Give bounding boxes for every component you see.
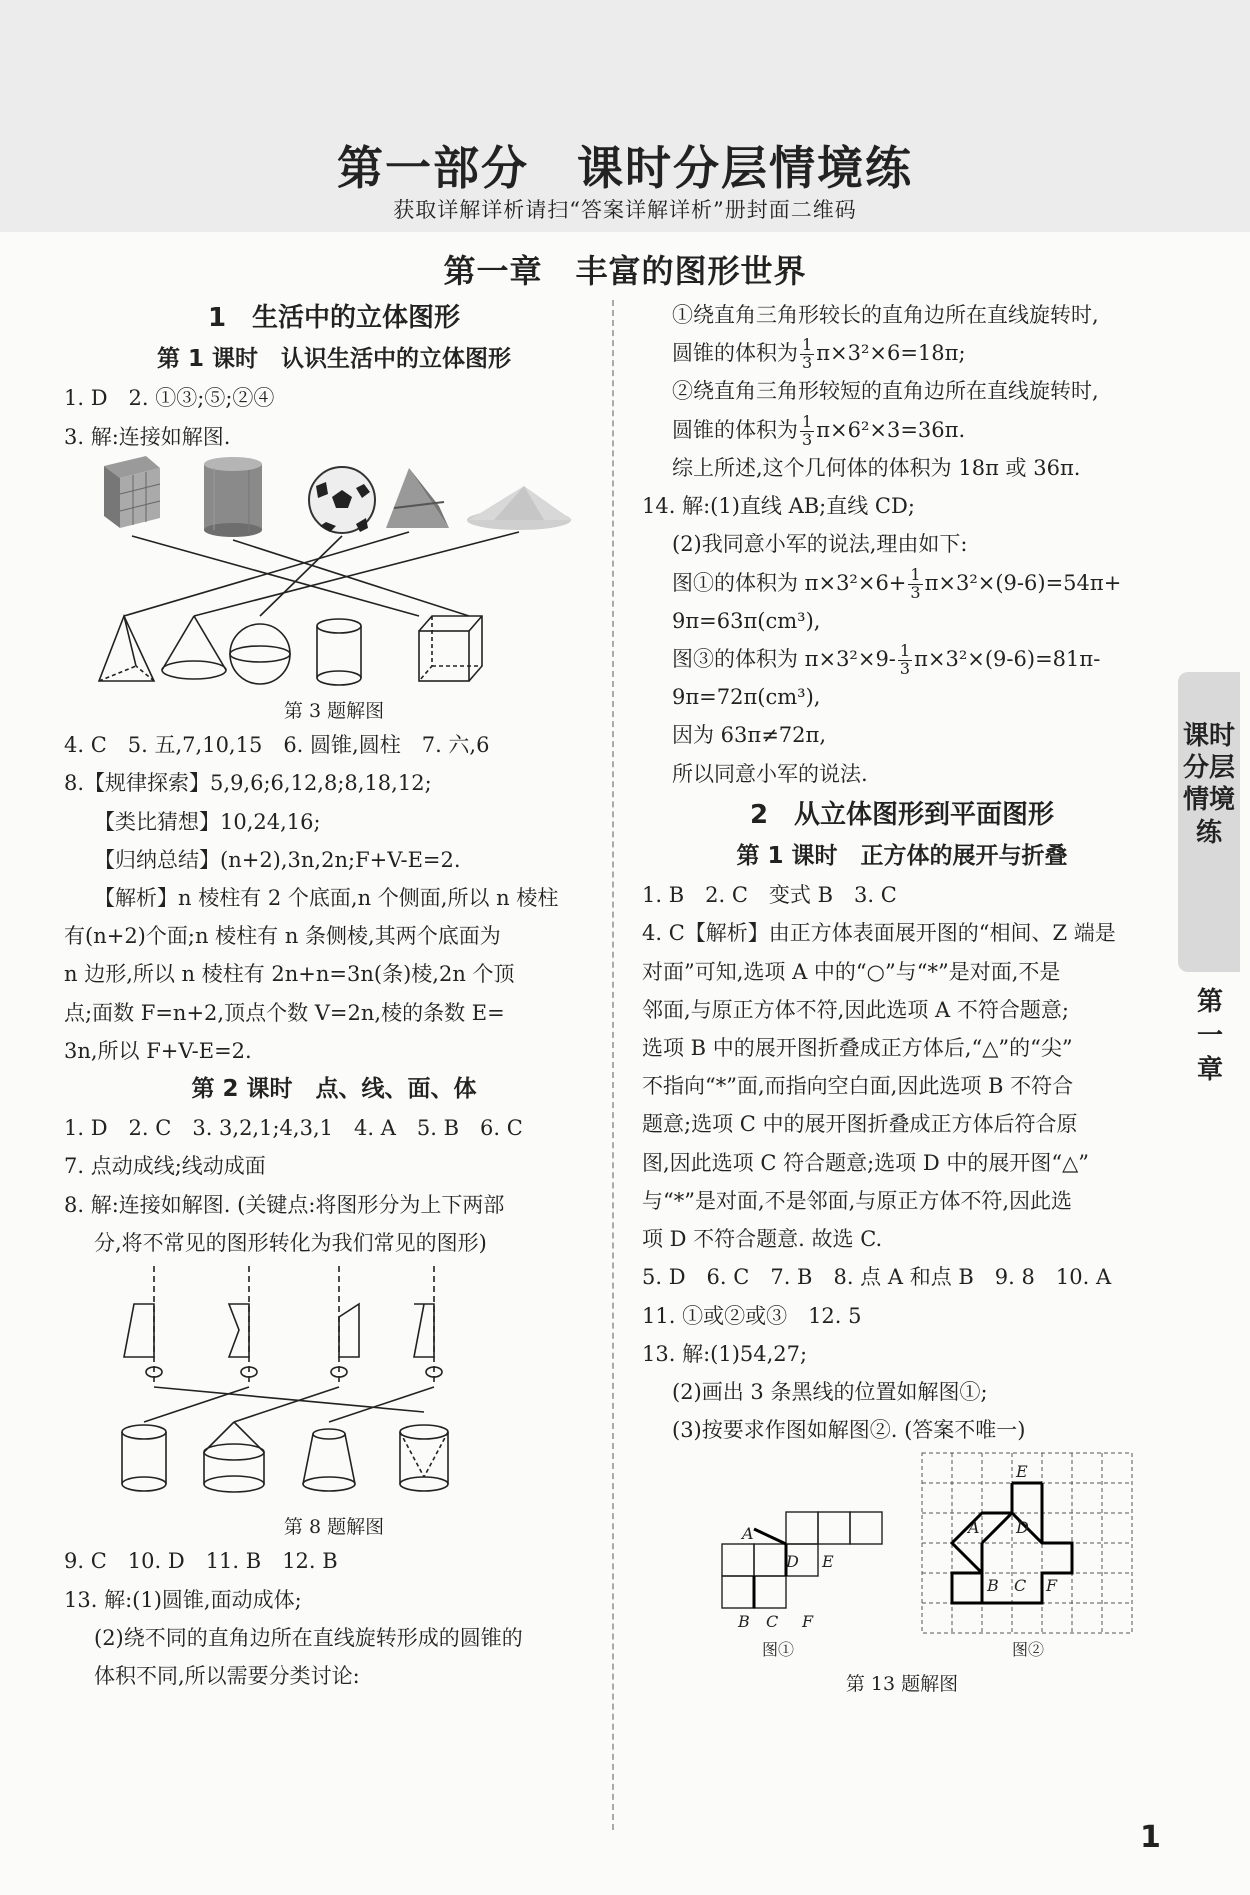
answer-line: 圆锥的体积为 $\frac{1}{3}$ π×3²×6=18π;	[672, 335, 966, 373]
answer-line: ②绕直角三角形较短的直角边所在直线旋转时,	[672, 379, 1099, 404]
soccer-ball-image	[309, 467, 375, 533]
cone-on-cylinder-solid	[204, 1422, 264, 1492]
geometric-solids	[99, 616, 482, 685]
point-label: D	[1016, 1518, 1029, 1538]
cylinder-solid	[122, 1425, 166, 1491]
fig8-rotation-diagram	[64, 1262, 604, 1512]
answer-line: 【归纳总结】(n+2),3n,2n;F+V-E=2.	[94, 847, 461, 872]
answer-line: 题意;选项 C 中的展开图折叠成正方体后符合原	[642, 1112, 1078, 1137]
sphere-solid	[230, 624, 290, 684]
answer-line: (3)按要求作图如解图②. (答案不唯一)	[672, 1418, 1026, 1443]
frustum-solid	[303, 1429, 355, 1491]
point-label: E	[1016, 1462, 1028, 1482]
answer-line: 分,将不常见的图形转化为我们常见的图形)	[94, 1230, 487, 1255]
side-tab: 课时分层情境练	[1178, 672, 1240, 972]
answer-line: 4. C【解析】由正方体表面展开图的“相间、Z 端是	[642, 921, 1116, 946]
rectangle-shape	[414, 1304, 434, 1357]
point-label: C	[766, 1612, 779, 1632]
answer-line: 【解析】n 棱柱有 2 个底面,n 个侧面,所以 n 棱柱	[94, 885, 559, 910]
answer-line: 点;面数 F=n+2,顶点个数 V=2n,棱的条数 E=	[64, 1000, 505, 1025]
trapezoid-shape	[124, 1304, 154, 1357]
point-label: F	[802, 1612, 814, 1632]
answer-line: 8.【规律探索】5,9,6;6,12,8;8,18,12;	[64, 771, 432, 796]
answer-line: 圆锥的体积为 $\frac{1}{3}$ π×6²×3=36π.	[672, 411, 966, 449]
part-subtitle: 获取详解详析请扫“答案详解详析”册封面二维码	[393, 198, 857, 222]
section-title: 2 从立体图形到平面图形	[749, 799, 1055, 830]
answer-line: (2)我同意小军的说法,理由如下:	[672, 532, 968, 557]
side-chapter-label: 第一章	[1196, 987, 1223, 1085]
answer-line: 与“*”是对面,不是邻面,与原正方体不符,因此选	[642, 1188, 1072, 1213]
page-number: 1	[1140, 1820, 1161, 1855]
answer-line: 9π=72π(cm³),	[672, 685, 821, 710]
fig3-matching-diagram	[64, 456, 604, 696]
chapter-title: 第一章 丰富的图形世界	[443, 252, 807, 290]
matching-lines	[124, 532, 519, 616]
figure-label: 图②	[1012, 1640, 1045, 1660]
left-column	[64, 296, 604, 1695]
answer-line: 不指向“*”面,而指向空白面,因此选项 B 不符合	[642, 1074, 1074, 1099]
answer-line: 9. C 10. D 11. B 12. B	[64, 1549, 338, 1574]
point-label: B	[738, 1612, 750, 1632]
point-label: C	[1014, 1576, 1027, 1596]
point-label: A	[742, 1524, 754, 1544]
answer-line: 13. 解:(1)圆锥,面动成体;	[64, 1587, 302, 1612]
fig13-cube-nets	[642, 1449, 1162, 1669]
answer-line: 9π=63π(cm³),	[672, 608, 821, 633]
right-column	[642, 296, 1162, 1700]
figure-caption: 第 3 题解图	[283, 699, 385, 722]
answer-line: 体积不同,所以需要分类讨论:	[94, 1664, 360, 1689]
answer-line: 选项 B 中的展开图折叠成正方体后,“△”的“尖”	[642, 1036, 1073, 1060]
point-label: B	[987, 1576, 999, 1596]
part-title: 第一部分 课时分层情境练	[337, 141, 913, 195]
cylinder-solid	[317, 619, 361, 685]
net-figure-1-thick-lines	[754, 1529, 786, 1608]
powder-mound-image	[467, 486, 572, 530]
cylinder-cone-hollow-solid	[400, 1425, 448, 1491]
answer-line: 图③的体积为 π×3²×9- $\frac{1}{3}$ π×3²×(9-6)=81π-	[672, 641, 1101, 678]
answer-line: 7. 点动成线;线动成面	[64, 1154, 266, 1179]
answer-line: 5. D 6. C 7. B 8. 点 A 和点 B 9. 8 10. A	[642, 1265, 1112, 1290]
answer-line: 综上所述,这个几何体的体积为 18π 或 36π.	[672, 455, 1081, 480]
answer-line: n 边形,所以 n 棱柱有 2n+n=3n(条)棱,2n 个顶	[64, 962, 515, 987]
answer-line: 3n,所以 F+V-E=2.	[64, 1038, 252, 1063]
notched-shape	[229, 1304, 249, 1357]
section-title: 1 生活中的立体图形	[207, 303, 461, 333]
zongzi-image	[386, 468, 449, 528]
answer-line: 【类比猜想】10,24,16;	[94, 809, 321, 834]
column-divider	[612, 300, 614, 1830]
cube-solid	[419, 616, 482, 681]
answer-line: 11. ①或②或③ 12. 5	[642, 1303, 862, 1328]
fraction: $\frac{1}{3}$	[802, 411, 813, 449]
lesson-title: 第 2 课时 点、线、面、体	[191, 1076, 477, 1103]
answer-line: 8. 解:连接如解图. (关键点:将图形分为上下两部	[64, 1192, 505, 1217]
answer-line: 13. 解:(1)54,27;	[642, 1341, 808, 1366]
figure-caption: 第 13 题解图	[845, 1673, 959, 1696]
answer-line: 因为 63π≠72π,	[672, 723, 826, 748]
answer-line: 对面”可知,选项 A 中的“○”与“*”是对面,不是	[642, 959, 1061, 984]
answer-line: 项 D 不符合题意. 故选 C.	[642, 1227, 883, 1252]
answer-line: ①绕直角三角形较长的直角边所在直线旋转时,	[672, 303, 1099, 327]
fraction: $\frac{1}{3}$	[899, 641, 911, 678]
lesson-title: 第 1 课时 认识生活中的立体图形	[156, 346, 512, 373]
slanted-shape	[339, 1304, 359, 1357]
answer-line: 14. 解:(1)直线 AB;直线 CD;	[642, 494, 915, 519]
point-label: D	[786, 1552, 799, 1572]
rubiks-cube-image	[104, 456, 160, 528]
wooden-cylinder-image	[204, 457, 262, 537]
answer-line: (2)画出 3 条黑线的位置如解图①;	[672, 1379, 988, 1404]
cone-solid	[162, 616, 226, 679]
point-label: F	[1046, 1576, 1058, 1596]
answer-line: (2)绕不同的直角边所在直线旋转形成的圆锥的	[94, 1625, 523, 1650]
fraction: $\frac{1}{3}$	[910, 564, 921, 602]
answer-line: 邻面,与原正方体不符,因此选项 A 不符合题意;	[642, 997, 1069, 1022]
point-label: A	[968, 1518, 980, 1538]
answer-line: 1. D 2. ①③;⑤;②④	[64, 386, 275, 411]
figure-caption: 第 8 题解图	[283, 1516, 385, 1539]
answer-line: 3. 解:连接如解图.	[64, 424, 231, 449]
pyramid-solid	[99, 616, 154, 681]
answer-line: 图,因此选项 C 符合题意;选项 D 中的展开图“△”	[642, 1150, 1089, 1175]
fraction: $\frac{1}{3}$	[802, 335, 813, 373]
answer-line: 1. D 2. C 3. 3,2,1;4,3,1 4. A 5. B 6. C	[64, 1116, 523, 1141]
answer-line: 所以同意小军的说法.	[672, 761, 868, 786]
lesson-title: 第 1 课时 正方体的展开与折叠	[736, 843, 1068, 870]
answer-line: 4. C 5. 五,7,10,15 6. 圆锥,圆柱 7. 六,6	[64, 733, 490, 758]
answer-line: 图①的体积为 π×3²×6+ $\frac{1}{3}$ π×3²×(9-6)=54π+	[672, 564, 1122, 602]
point-label: E	[822, 1552, 834, 1572]
answer-line: 1. B 2. C 变式 B 3. C	[642, 883, 897, 908]
answer-line: 有(n+2)个面;n 棱柱有 n 条侧棱,其两个底面为	[64, 924, 501, 949]
figure-label: 图①	[762, 1640, 795, 1660]
